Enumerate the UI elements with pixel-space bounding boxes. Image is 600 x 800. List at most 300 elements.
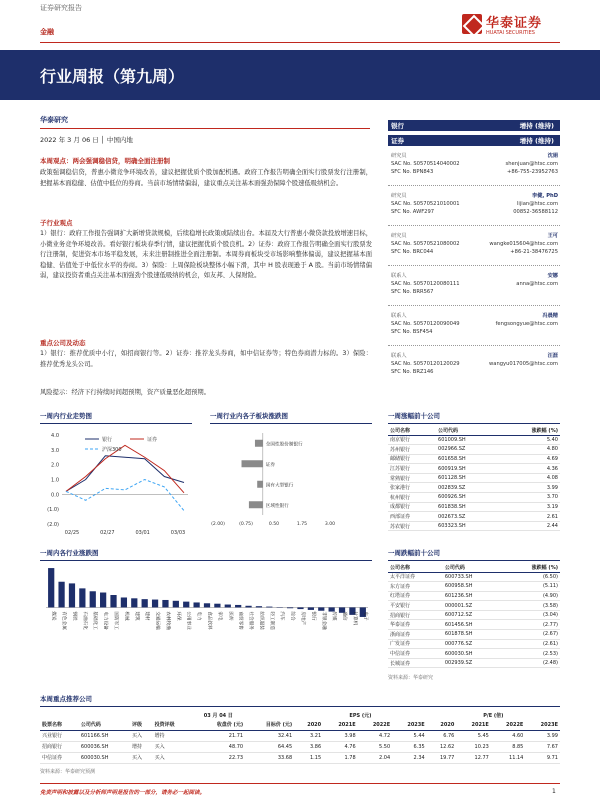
- table-cell: 601878.SH: [443, 630, 503, 640]
- analyst-card: [388, 232, 560, 262]
- table-cell: 6.35: [392, 741, 427, 752]
- chart-rule: [388, 423, 560, 424]
- table-cell: 601838.SH: [436, 502, 499, 512]
- table-cell: 000776.SZ: [443, 639, 503, 649]
- table-cell: 48.70: [192, 741, 246, 752]
- table-header-row: [40, 720, 560, 730]
- column-header: 目标价 (元): [245, 720, 294, 730]
- category-label: 通信: [341, 611, 347, 621]
- logo-text-cn: 华泰证券: [486, 16, 543, 31]
- category-label: 国有大型银行: [265, 483, 294, 489]
- section-key-companies-body: 1）银行：推荐优质中小行，如招商银行等。2）证券：推荐龙头券商，如中信证券等；特色券商潜力标的。3）保险：推荐优秀龙头公司。: [40, 350, 372, 368]
- column-header: 评级: [130, 720, 153, 730]
- chart-rule: [40, 423, 192, 424]
- analyst-role: 研究员: [391, 153, 407, 159]
- table-cell: (3.58): [503, 601, 560, 611]
- table-cell: 4.60: [491, 730, 526, 741]
- table-cell: 4.72: [358, 730, 393, 741]
- table-cell: 西部证券: [388, 512, 436, 522]
- table-cell: 601658.SH: [436, 454, 499, 464]
- table-cell: 7.67: [525, 741, 560, 752]
- category-label: 全国性股份制银行: [265, 442, 303, 448]
- table-cell: 33.68: [245, 752, 294, 763]
- table-group-header-row: [40, 710, 560, 720]
- bar: [225, 605, 231, 608]
- legend-label: 沪深300: [102, 447, 122, 453]
- table-cell: 000001.SZ: [443, 601, 503, 611]
- table-cell: 招商银行: [388, 610, 443, 620]
- rating-label: 银行: [391, 122, 404, 130]
- table-cell: 4.36: [499, 464, 560, 474]
- bar: [318, 607, 324, 610]
- table-row: [388, 582, 560, 592]
- category-label: 轻工制造: [268, 611, 274, 630]
- table-cell: (2.48): [503, 658, 560, 668]
- table-cell: 11.14: [491, 752, 526, 763]
- x-tick-label: 02/25: [64, 530, 80, 536]
- bar: [245, 606, 251, 608]
- table-cell: 杭州银行: [388, 493, 436, 503]
- table-cell: 常熟银行: [388, 473, 436, 483]
- table-row: [388, 512, 560, 522]
- column-header: 公司代码: [443, 563, 503, 572]
- table-row: [388, 610, 560, 620]
- table-cell: 10.23: [456, 741, 491, 752]
- category-label: 电子: [362, 611, 368, 621]
- category-label: 建材: [144, 611, 150, 621]
- analyst-card: [388, 272, 560, 302]
- analyst-email[interactable]: anna@htsc.com: [516, 281, 558, 287]
- table-row: [388, 601, 560, 611]
- table-cell: 600733.SH: [443, 572, 503, 582]
- table-cell: 6.76: [427, 730, 457, 741]
- bar: [297, 607, 303, 609]
- analyst-divider: [388, 345, 560, 346]
- table-cell: 603323.SH: [436, 521, 499, 531]
- x-tick-label: 03/01: [135, 530, 150, 536]
- column-header: 股票名称: [40, 720, 79, 730]
- table-row: [388, 502, 560, 512]
- stocks-source-note: 资料来源：华泰研究预测: [40, 769, 96, 775]
- table-title-recommendations: 本周重点推荐公司: [40, 695, 92, 703]
- table-cell: 64.45: [245, 741, 294, 752]
- table-cell: 601236.SH: [443, 591, 503, 601]
- column-header: 2021E: [456, 720, 491, 730]
- analyst-name: 汪涯: [547, 353, 558, 359]
- analyst-email[interactable]: wangke015604@htsc.com: [489, 241, 558, 247]
- rating-value: 增持 (维持): [519, 137, 554, 145]
- category-label: 区域性银行: [265, 503, 289, 509]
- column-header: 公司代码: [436, 426, 499, 435]
- category-label: 房地产: [299, 611, 305, 626]
- table-row: [388, 620, 560, 630]
- table-header-row: [388, 426, 560, 435]
- category-label: 基础化工: [92, 611, 98, 630]
- analyst-card: [388, 312, 560, 342]
- y-tick-label: 4.0: [51, 433, 59, 439]
- org-rule: [40, 128, 370, 129]
- table-cell: 4.08: [499, 473, 560, 483]
- table-cell: 苏州银行: [388, 445, 436, 455]
- analyst-role: 联系人: [391, 273, 407, 279]
- section-sub-sector-body: 1）银行：政府工作报告强调扩大新增贷款规模，后续稳增长政策或陆续出台。本届及大行普惠小微贷款投放增速目标，小微业务竞争环境改善。看好银行板块春季行情，建议把握优质个股良机。2）证券：政府工作报告明确全面实行股票发行注册制，促进资本市场平稳发展，未来注册制推进全面注册制。本周券商板块受市场影响整体偏弱，建议把握基本面稳健、估值处于中低位水平的券商。3）保险：上周保险板块整体小幅下滑，其中 H 股表现逊于 A 股。当前市场情绪偏弱，建议投资者重点关注基本面强劲个股速低吸纳的机会，如友邦、人保财险。: [40, 230, 372, 279]
- analyst-divider: [388, 265, 560, 266]
- org-name: 华泰研究: [40, 116, 68, 124]
- chart-title-sub-sector: 一周行业内各子板块涨跌图: [210, 412, 288, 420]
- table-cell: 4.76: [323, 741, 358, 752]
- table-row: [388, 630, 560, 640]
- analyst-name: 沈娟: [547, 153, 558, 159]
- table-row: [40, 730, 560, 741]
- category-label: 计算机: [351, 611, 357, 626]
- bar: [100, 593, 106, 608]
- analyst-sfc: SFC No. BRR567: [391, 289, 434, 295]
- category-label: 纺织服装: [258, 611, 264, 630]
- bar: [214, 604, 220, 608]
- weekly-trend-chart: [40, 427, 192, 540]
- series-line-3: [66, 480, 184, 511]
- analyst-sac: SAC No. S0570120120029: [391, 361, 460, 367]
- analyst-email[interactable]: lijian@htsc.com: [516, 201, 558, 207]
- analyst-card: [388, 192, 560, 222]
- table-cell: 招商银行: [40, 741, 79, 752]
- column-group-header: 03 月 04 日: [203, 712, 233, 719]
- table-cell: 3.99: [499, 483, 560, 493]
- analyst-sac: SAC No. S0570521080002: [391, 241, 460, 247]
- table-cell: 600030.SH: [79, 752, 130, 763]
- analyst-email[interactable]: wangyu017005@htsc.com: [489, 361, 558, 367]
- table-row: [388, 521, 560, 531]
- bar: [204, 603, 210, 607]
- table-cell: 12.77: [456, 752, 491, 763]
- bar: [90, 591, 96, 607]
- category-label: 电力设备: [102, 611, 108, 630]
- category-label: 商贸零售: [237, 611, 243, 630]
- legend-label: 银行: [102, 437, 113, 443]
- bar: [183, 602, 189, 608]
- analyst-name: 安娜: [547, 273, 558, 279]
- table-cell: 5.44: [392, 730, 427, 741]
- category-label: 建筑: [133, 611, 139, 621]
- category-label: 钢铁: [71, 611, 77, 621]
- recommendation-table: [40, 710, 560, 764]
- y-tick-label: (1.0): [47, 507, 59, 514]
- table-row: [388, 493, 560, 503]
- analyst-email[interactable]: shenjuan@htsc.com: [505, 161, 558, 167]
- category-label: 传媒: [331, 611, 337, 621]
- table-cell: 3.19: [499, 502, 560, 512]
- x-tick-label: (2.00): [211, 522, 225, 527]
- x-tick-label: 3.00: [324, 522, 336, 527]
- analyst-sfc: SFC No. BPN843: [391, 169, 434, 175]
- table-cell: 2.34: [392, 752, 427, 763]
- source-note: 资料来源：华泰研究: [388, 675, 434, 681]
- table-row: [388, 639, 560, 649]
- column-header: 2023E: [392, 720, 427, 730]
- analyst-role: 联系人: [391, 353, 407, 359]
- table-cell: 600926.SH: [436, 493, 499, 503]
- table-cell: 002966.SZ: [436, 445, 499, 455]
- table-row: [40, 752, 560, 763]
- y-tick-label: 0.0: [51, 492, 59, 499]
- table-cell: 3.98: [323, 730, 358, 741]
- report-title: 行业周报（第九周）: [40, 67, 185, 86]
- section-key-companies: 重点公司及动态: [40, 339, 86, 347]
- bar: [48, 568, 54, 607]
- date-line: 2022 年 3 月 06 日 │ 中国内地: [40, 136, 133, 144]
- bar: [255, 440, 263, 447]
- column-header: 2020: [294, 720, 323, 730]
- table-cell: 苏农银行: [388, 521, 436, 531]
- table-cell: (6.50): [503, 572, 560, 582]
- disclaimer: 免责声明和披露以及分析师声明是报告的一部分，请务必一起阅读。: [40, 790, 206, 796]
- table-row: [388, 483, 560, 493]
- category-label: 国防军工: [113, 611, 119, 630]
- table-cell: 4.80: [499, 445, 560, 455]
- bar: [249, 501, 263, 508]
- category-label: 社会服务: [248, 611, 254, 630]
- table-cell: 增持: [130, 741, 153, 752]
- x-tick-label: 02/27: [100, 530, 115, 536]
- table-cell: 601128.SH: [436, 473, 499, 483]
- category-label: 煤炭: [50, 611, 56, 621]
- table-cell: 买入: [153, 752, 192, 763]
- analyst-phone: +86-21-38476725: [510, 249, 558, 255]
- column-header: 2022E: [491, 720, 526, 730]
- rating-securities: [388, 135, 560, 146]
- category-label: 综合: [289, 611, 295, 621]
- section-weekly-view: 本周观点：两会强调稳信贷，明确全面注册制: [40, 157, 170, 165]
- logo-text-en: HUATAI SECURITIES: [486, 30, 535, 36]
- table-row: [40, 741, 560, 752]
- table-cell: 600712.SZ: [443, 610, 503, 620]
- table-cell: (5.11): [503, 582, 560, 592]
- bar: [121, 597, 127, 607]
- bar: [242, 460, 263, 467]
- table-cell: 买入: [153, 741, 192, 752]
- analyst-sfc: SFC No. BRC044: [391, 249, 434, 255]
- table-cell: 3.70: [499, 493, 560, 503]
- table-cell: 9.71: [525, 752, 560, 763]
- table-cell: 8.85: [491, 741, 526, 752]
- analyst-card: [388, 152, 560, 182]
- column-group-header: P/E (倍): [483, 712, 504, 719]
- table-row: [388, 591, 560, 601]
- brand-tag: 证券研究报告: [40, 4, 82, 12]
- category-label: 机械: [123, 611, 129, 621]
- y-tick-label: (2.0): [47, 522, 59, 528]
- analyst-card: [388, 352, 560, 382]
- bar: [257, 481, 263, 488]
- category-label: 非银金融: [320, 611, 326, 630]
- table-cell: 3.21: [294, 730, 323, 741]
- header-rule: [40, 42, 560, 43]
- category-label: 食品饮料: [206, 611, 212, 630]
- analyst-sfc: SFC No. BSF454: [391, 329, 433, 335]
- bar: [131, 598, 137, 607]
- analyst-phone: +86-755-23952763: [507, 169, 558, 175]
- table-cell: 买入: [130, 730, 153, 741]
- analyst-divider: [388, 185, 560, 186]
- table-cell: 5.50: [358, 741, 393, 752]
- category-label: 有色金属: [61, 611, 67, 630]
- table-cell: 600919.SH: [436, 464, 499, 474]
- table-row: [388, 473, 560, 483]
- table-cell: 4.69: [499, 454, 560, 464]
- table-cell: 中信证券: [388, 649, 443, 659]
- analyst-sac: SAC No. S0570120080111: [391, 281, 460, 287]
- sector-change-chart: [40, 562, 372, 680]
- analyst-name: 冯晨精: [542, 313, 558, 319]
- table-cell: 红塔证券: [388, 591, 443, 601]
- category-label: 公用事业: [185, 611, 191, 630]
- table-cell: 600036.SH: [79, 741, 130, 752]
- y-tick-label: 1.0: [51, 477, 59, 484]
- rating-bank: [388, 120, 560, 131]
- bar: [193, 602, 199, 607]
- category-label: 石油石化: [81, 611, 87, 630]
- bar: [69, 583, 75, 607]
- bar: [162, 600, 168, 607]
- bar: [256, 606, 262, 607]
- x-tick-label: 1.75: [296, 522, 308, 527]
- analyst-name: 李健, PhD: [532, 193, 558, 199]
- table-header-row: [388, 563, 560, 572]
- chart-rule: [40, 560, 372, 561]
- table-cell: 600958.SH: [443, 582, 503, 592]
- table-cell: 2.61: [499, 512, 560, 522]
- chart-rule: [40, 706, 560, 707]
- table-cell: 邮储银行: [388, 454, 436, 464]
- rating-value: 增持 (维持): [519, 122, 554, 130]
- table-cell: 5.45: [456, 730, 491, 741]
- table-cell: 12.62: [427, 741, 457, 752]
- category-label: 环保: [175, 611, 181, 621]
- top-losers-table: [388, 563, 560, 668]
- footer-rule: [40, 783, 560, 784]
- table-cell: 南京银行: [388, 435, 436, 445]
- analyst-role: 联系人: [391, 313, 407, 319]
- table-cell: 长城证券: [388, 658, 443, 668]
- table-cell: 002673.SZ: [436, 512, 499, 522]
- table-cell: 1.78: [323, 752, 358, 763]
- bar: [235, 605, 241, 607]
- category-label: 汽车: [279, 611, 285, 621]
- table-cell: (2.53): [503, 649, 560, 659]
- bar: [152, 600, 158, 608]
- y-tick-label: 2.0: [51, 462, 59, 469]
- top-gainers-table: [388, 426, 560, 531]
- analyst-email[interactable]: fengsongyue@htsc.com: [495, 321, 558, 327]
- page-number: 1: [552, 788, 556, 795]
- table-cell: 平安银行: [388, 601, 443, 611]
- column-header: 2022E: [358, 720, 393, 730]
- analyst-sac: SAC No. S0570521010001: [391, 201, 460, 207]
- table-cell: 江苏银行: [388, 464, 436, 474]
- column-header: 公司名称: [388, 426, 436, 435]
- analyst-sac: SAC No. S0570120090049: [391, 321, 460, 327]
- table-cell: (4.90): [503, 591, 560, 601]
- section-weekly-view-body: 政策强调稳信贷，普惠小微竞争环境改善，建议把握优质个股加配机遇。政府工作报告明确全面实行股票发行注册制，把握基本面稳健、估值中低位的券商。当前市场情绪偏弱，建议重点关注基本面强劲保障个股速低吸纳机会。: [40, 169, 372, 187]
- x-tick-label: 0.50: [268, 522, 280, 527]
- table-title-top-losers: 一周跌幅前十公司: [388, 549, 440, 557]
- chart-rule: [388, 560, 560, 561]
- column-header: 公司代码: [79, 720, 130, 730]
- table-row: [388, 572, 560, 582]
- analyst-divider: [388, 225, 560, 226]
- table-cell: 太平洋证券: [388, 572, 443, 582]
- legend-label: 证券: [147, 437, 158, 443]
- table-cell: 19.77: [427, 752, 457, 763]
- table-cell: (2.61): [503, 639, 560, 649]
- column-header: 涨跌幅 (%): [503, 563, 560, 572]
- section-sub-sector: 子行业观点: [40, 219, 73, 227]
- bar: [287, 607, 293, 608]
- table-cell: 32.41: [245, 730, 294, 741]
- chart-title-sector-change: 一周内各行业涨跌图: [40, 549, 99, 557]
- column-header: 投资评级: [153, 720, 192, 730]
- category-label: 家电: [216, 611, 222, 621]
- table-cell: 22.73: [192, 752, 246, 763]
- chart-rule: [210, 423, 372, 424]
- analyst-divider: [388, 305, 560, 306]
- table-cell: (2.77): [503, 620, 560, 630]
- table-cell: 1.15: [294, 752, 323, 763]
- table-row: [388, 649, 560, 659]
- bar: [110, 595, 116, 607]
- column-header: 收盘价 (元): [192, 720, 246, 730]
- table-row: [388, 454, 560, 464]
- table-cell: 增持: [153, 730, 192, 741]
- analyst-name: 王可: [547, 233, 558, 239]
- column-group-header: [245, 710, 294, 720]
- table-cell: 买入: [130, 752, 153, 763]
- table-cell: 2.04: [358, 752, 393, 763]
- table-cell: 浙商证券: [388, 630, 443, 640]
- x-tick-label: 03/03: [170, 530, 186, 536]
- sub-sector-chart: [210, 427, 372, 540]
- analyst-role: 研究员: [391, 193, 407, 199]
- category-label: 银行: [310, 611, 316, 621]
- bar: [142, 599, 148, 607]
- column-header: 涨跌幅 (%): [499, 426, 560, 435]
- table-cell: 3.99: [525, 730, 560, 741]
- table-cell: (2.67): [503, 630, 560, 640]
- table-cell: 2.44: [499, 521, 560, 531]
- table-row: [388, 445, 560, 455]
- table-cell: 中信证券: [40, 752, 79, 763]
- risk-note: 风险提示：经济下行持续时间超预期，资产质量恶化超预期。: [40, 389, 211, 396]
- category-label: 电力: [196, 611, 202, 621]
- rating-label: 证券: [391, 137, 404, 145]
- table-cell: 600030.SH: [443, 649, 503, 659]
- table-row: [388, 435, 560, 445]
- bar: [308, 607, 314, 609]
- bar: [79, 588, 85, 607]
- category-label: 交通运输: [154, 611, 160, 630]
- category-label: 农林牧渔: [164, 611, 170, 630]
- table-cell: 兴业银行: [40, 730, 79, 741]
- category-label: 证券: [265, 462, 276, 468]
- analyst-sfc: SFC No. AWF297: [391, 209, 435, 215]
- analyst-role: 研究员: [391, 233, 407, 239]
- table-cell: 002839.SZ: [436, 483, 499, 493]
- analyst-sac: SAC No. S0570514040002: [391, 161, 460, 167]
- logo-mark-icon: [462, 14, 482, 34]
- table-cell: 张家港行: [388, 483, 436, 493]
- table-cell: 601166.SH: [79, 730, 130, 741]
- column-group-header: EPS (元): [349, 712, 372, 719]
